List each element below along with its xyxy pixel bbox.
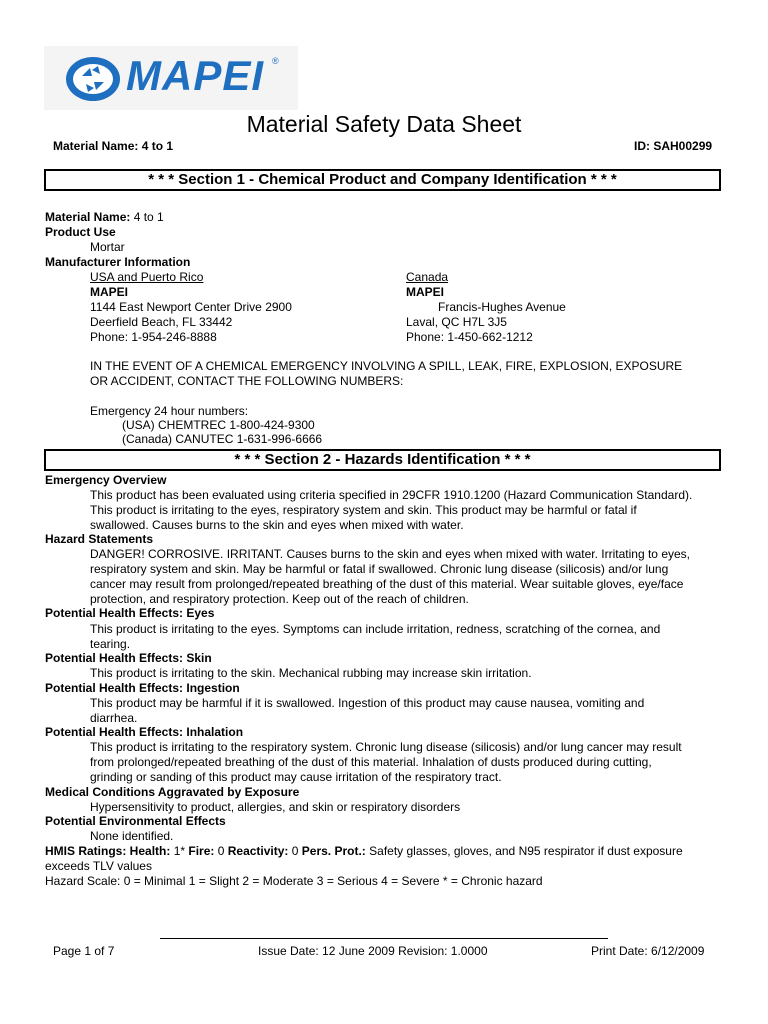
footer-print-date: Print Date: 6/12/2009 — [591, 944, 705, 958]
usa-company: MAPEI — [90, 285, 129, 299]
material-name-value: 4 to 1 — [130, 210, 164, 224]
text-line: This product is irritating to the skin. Mechanical rubbing may increase skin irritation. — [90, 666, 532, 680]
hmis-health-label: Health: — [126, 844, 171, 858]
usa-address1: 1144 East Newport Center Drive 2900 — [90, 300, 292, 314]
usa-region: USA and Puerto Rico — [90, 270, 204, 284]
text-line: tearing. — [90, 637, 131, 651]
eyes-label: Potential Health Effects: Eyes — [45, 606, 215, 620]
skin-label: Potential Health Effects: Skin — [45, 651, 212, 665]
hmis-label: HMIS Ratings: — [45, 844, 127, 858]
hmis-health-value: 1* — [170, 844, 186, 858]
text-line: from prolonged/repeated breathing of the dust of this material. Inhalation of dusts produced during cutting, — [90, 755, 652, 769]
text-line: Hypersensitivity to product, allergies, and skin or respiratory disorders — [90, 800, 461, 814]
hmis-pers-prot-label: Pers. Prot.: — [301, 844, 366, 858]
text-line: This product is irritating to the eyes. Symptoms can include irritation, redness, scratching of the cornea, and — [90, 622, 661, 636]
canada-phone: Phone: 1-450-662-1212 — [406, 330, 533, 344]
hazard-scale: Hazard Scale: 0 = Minimal 1 = Slight 2 = Moderate 3 = Serious 4 = Severe * = Chronic hazard — [45, 874, 543, 888]
mapei-wordmark: MAPEI — [126, 52, 265, 99]
usa-emergency-number: (USA) CHEMTREC 1-800-424-9300 — [122, 418, 315, 432]
mapei-logo — [44, 46, 298, 110]
footer-divider — [160, 938, 608, 939]
medical-conditions-text — [90, 800, 722, 815]
section-1-heading: * * * Section 1 - Chemical Product and Company Identification * * * — [44, 169, 721, 191]
skin-text — [90, 666, 722, 681]
hmis-ratings-line — [45, 844, 683, 859]
usa-address2: Deerfield Beach, FL 33442 — [90, 315, 233, 329]
environmental-effects-label: Potential Environmental Effects — [45, 814, 226, 828]
text-line: diarrhea. — [90, 711, 138, 725]
eyes-text — [90, 622, 722, 652]
text-line: DANGER! CORROSIVE. IRRITANT. Causes burns to the skin and eyes when mixed with water. Irritating to eyes, — [90, 547, 690, 561]
material-name-label: Material Name: — [45, 210, 131, 224]
canada-address1: Francis-Hughes Avenue — [438, 300, 566, 314]
medical-conditions-label: Medical Conditions Aggravated by Exposure — [45, 785, 300, 799]
section-2-heading: * * * Section 2 - Hazards Identification * * * — [44, 449, 721, 471]
text-line: grinding or sanding of this product may cause irritation of the respiratory tract. — [90, 770, 502, 784]
text-line: This product is irritating to the eyes, respiratory system and skin. This product may be harmful or fatal if — [90, 503, 637, 517]
manufacturer-label: Manufacturer Information — [45, 255, 191, 269]
emergency-notice-line2: OR ACCIDENT, CONTACT THE FOLLOWING NUMBERS: — [90, 374, 404, 388]
registered-mark: ® — [272, 56, 279, 66]
text-line: This product is irritating to the respiratory system. Chronic lung disease (silicosis) and/or lung cancer may result — [90, 740, 682, 754]
usa-phone: Phone: 1-954-246-8888 — [90, 330, 217, 344]
emergency-overview-text — [90, 488, 722, 533]
hazard-statements-text — [90, 547, 722, 607]
hmis-reactivity-label: Reactivity: — [224, 844, 289, 858]
product-use-label: Product Use — [45, 225, 116, 239]
footer-issue-revision: Issue Date: 12 June 2009 Revision: 1.0000 — [258, 944, 488, 958]
canada-address2: Laval, QC H7L 3J5 — [406, 315, 507, 329]
canada-emergency-number: (Canada) CANUTEC 1-631-996-6666 — [122, 432, 323, 446]
hmis-ratings-line2: exceeds TLV values — [45, 859, 152, 873]
hmis-fire-label: Fire: — [185, 844, 215, 858]
text-line: cancer may result from prolonged/repeated breathing of the dust of this material. Wear suitable gloves, eye/face — [90, 577, 684, 591]
header-material-name: Material Name: 4 to 1 — [53, 139, 174, 153]
hmis-reactivity-value: 0 — [288, 844, 302, 858]
inhalation-text — [90, 740, 722, 785]
material-name-line — [45, 210, 164, 225]
hmis-fire-value: 0 — [214, 844, 225, 858]
emergency-overview-label: Emergency Overview — [45, 473, 167, 487]
emergency-notice-line1: IN THE EVENT OF A CHEMICAL EMERGENCY INVOLVING A SPILL, LEAK, FIRE, EXPLOSION, EXPOSURE — [90, 359, 683, 373]
inhalation-label: Potential Health Effects: Inhalation — [45, 725, 244, 739]
text-line: swallowed. Causes burns to the skin and eyes when mixed with water. — [90, 518, 464, 532]
footer-page-number: Page 1 of 7 — [53, 944, 115, 958]
product-use-value: Mortar — [90, 240, 125, 254]
text-line: protection, and respiratory protection. Keep out of the reach of children. — [90, 592, 469, 606]
hmis-pers-prot-value: Safety glasses, gloves, and N95 respirator if dust exposure — [365, 844, 683, 858]
ingestion-text — [90, 696, 722, 726]
document-title: Material Safety Data Sheet — [246, 111, 522, 137]
hazard-statements-label: Hazard Statements — [45, 532, 154, 546]
text-line: None identified. — [90, 829, 174, 843]
environmental-effects-text — [90, 829, 722, 844]
ingestion-label: Potential Health Effects: Ingestion — [45, 681, 240, 695]
emergency-numbers-label: Emergency 24 hour numbers: — [90, 404, 249, 418]
header-id: ID: SAH00299 — [634, 139, 713, 153]
text-line: This product may be harmful if it is swallowed. Ingestion of this product may cause nausea, vomiting and — [90, 696, 645, 710]
canada-region: Canada — [406, 270, 449, 284]
text-line: This product has been evaluated using criteria specified in 29CFR 1910.1200 (Hazard Communication Standard). — [90, 488, 693, 502]
mapei-emblem-icon — [64, 54, 122, 104]
canada-company: MAPEI — [406, 285, 445, 299]
text-line: respiratory system and skin. May be harmful or fatal if swallowed. Chronic lung disease (silicosis) and/or lung — [90, 562, 669, 576]
